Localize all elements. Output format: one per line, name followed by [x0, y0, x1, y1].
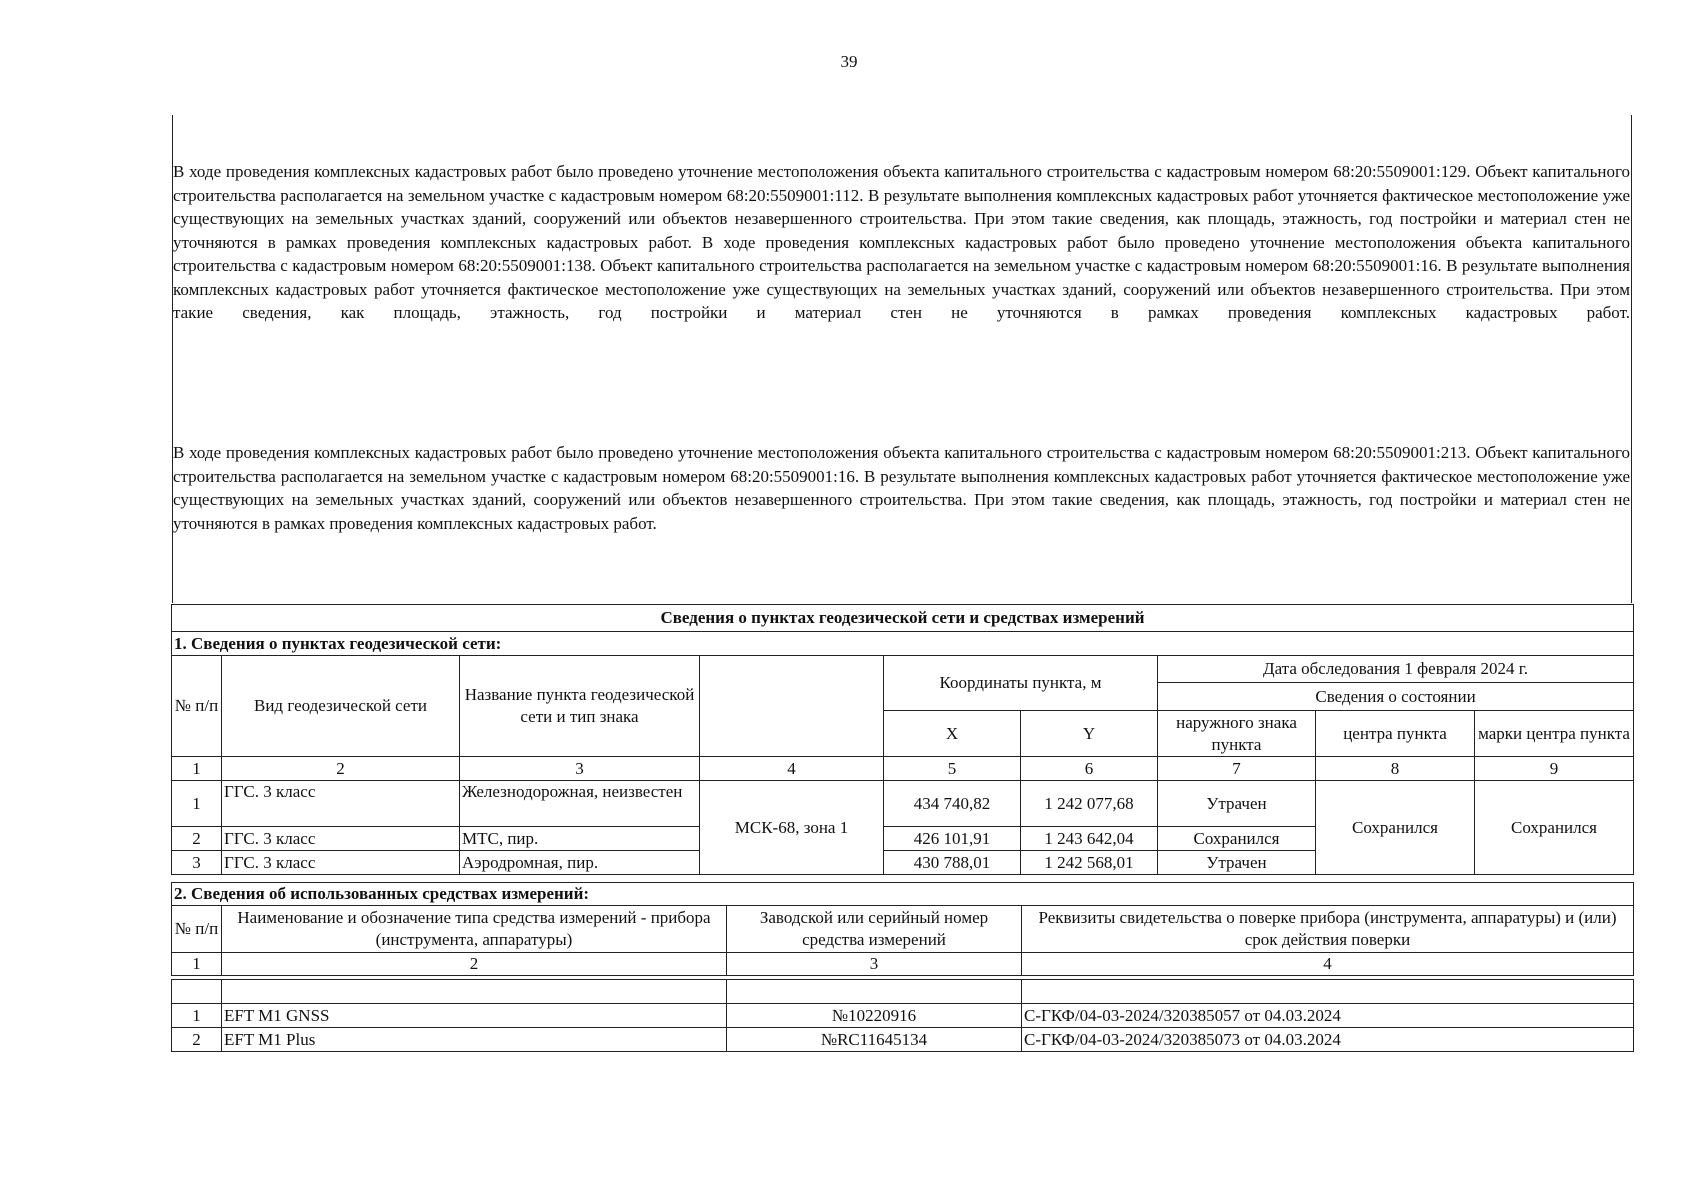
table-row	[172, 781, 1634, 827]
header-outer-sign: наружного знака пункта	[1158, 711, 1316, 757]
col-number: 9	[1475, 757, 1634, 781]
header-point-name: Название пункта геодезической сети и тип знака	[460, 656, 700, 757]
coord-system-cell: МСК-68, зона 1	[700, 781, 884, 875]
header-condition: Сведения о состоянии	[1158, 683, 1634, 711]
header-serial-number: Заводской или серийный номер средства измерений	[727, 906, 1022, 953]
row-outer-sign: Сохранился	[1158, 827, 1316, 851]
header-num: № п/п	[172, 656, 222, 757]
header-x: X	[884, 711, 1021, 757]
row-y: 1 243 642,04	[1021, 827, 1158, 851]
row-num: 1	[172, 781, 222, 827]
row-point-name: Аэродромная, пир.	[460, 851, 700, 875]
empty-cell	[172, 980, 222, 1004]
row-outer-sign: Утрачен	[1158, 781, 1316, 827]
section-2-heading: 2. Сведения об использованных средствах измерений:	[172, 883, 1634, 906]
page-number: 39	[840, 52, 858, 71]
row-x: 426 101,91	[884, 827, 1021, 851]
row-network-type: ГГС. 3 класс	[222, 827, 460, 851]
col-number: 7	[1158, 757, 1316, 781]
header-coord-system	[700, 656, 884, 757]
geodetic-table-title: Сведения о пунктах геодезической сети и средствах измерений	[172, 605, 1634, 632]
col-number: 6	[1021, 757, 1158, 781]
center-state-cell: Сохранился	[1316, 781, 1475, 875]
header-coords: Координаты пункта, м	[884, 656, 1158, 711]
col-number: 2	[222, 757, 460, 781]
row-y: 1 242 077,68	[1021, 781, 1158, 827]
instruments-table	[171, 882, 1634, 1052]
row-num: 2	[172, 827, 222, 851]
header-survey-date: Дата обследования 1 февраля 2024 г.	[1158, 656, 1634, 683]
header-network-type: Вид геодезической сети	[222, 656, 460, 757]
col-number: 5	[884, 757, 1021, 781]
header-y: Y	[1021, 711, 1158, 757]
row-instrument-name: EFT M1 Plus	[222, 1028, 727, 1052]
row-certificate: С-ГКФ/04-03-2024/320385057 от 04.03.2024	[1022, 1004, 1634, 1028]
row-point-name: Железнодорожная, неизвестен	[460, 781, 700, 827]
col-number: 8	[1316, 757, 1475, 781]
header-instrument-name: Наименование и обозначение типа средства измерений - прибора (инструмента, аппаратуры)	[222, 906, 727, 953]
row-network-type: ГГС. 3 класс	[222, 781, 460, 827]
header-center-mark: марки центра пункта	[1475, 711, 1634, 757]
table-row	[172, 1028, 1634, 1052]
header-center: центра пункта	[1316, 711, 1475, 757]
row-point-name: МТС, пир.	[460, 827, 700, 851]
row-x: 430 788,01	[884, 851, 1021, 875]
col-number: 4	[1022, 953, 1634, 976]
empty-cell	[727, 980, 1022, 1004]
empty-cell	[222, 980, 727, 1004]
row-serial-number: №10220916	[727, 1004, 1022, 1028]
col-number: 4	[700, 757, 884, 781]
col-number: 1	[172, 953, 222, 976]
table-row	[172, 1004, 1634, 1028]
col-number: 3	[727, 953, 1022, 976]
empty-cell	[1022, 980, 1634, 1004]
paragraph-object-213: В ходе проведения комплексных кадастровых работ было проведено уточнение местоположения объекта капитального строительства с кадастровым номером 68:20:5509001:213. Объект капитального строительства располагается на земельном участке с кадастровым номером 68:20:5509001:16. В результате выполнения комплексных кадастровых работ уточняется фактическое местоположение уже существующих на земельных участках зданий, сооружений или объектов незавершенного строительства. При этом такие сведения, как площадь, этажность, год постройки и материал стен не уточняются в рамках проведения комплексных кадастровых работ.	[173, 443, 1630, 533]
mark-state-cell: Сохранился	[1475, 781, 1634, 875]
row-serial-number: №RC11645134	[727, 1028, 1022, 1052]
col-number: 2	[222, 953, 727, 976]
section-1-heading: 1. Сведения о пунктах геодезической сети:	[172, 632, 1634, 656]
row-x: 434 740,82	[884, 781, 1021, 827]
row-y: 1 242 568,01	[1021, 851, 1158, 875]
header-certificate: Реквизиты свидетельства о поверке прибора (инструмента, аппаратуры) и (или) срок действия поверки	[1022, 906, 1634, 953]
header-num: № п/п	[172, 906, 222, 953]
col-number: 1	[172, 757, 222, 781]
row-network-type: ГГС. 3 класс	[222, 851, 460, 875]
row-outer-sign: Утрачен	[1158, 851, 1316, 875]
row-num: 2	[172, 1028, 222, 1052]
row-certificate: С-ГКФ/04-03-2024/320385073 от 04.03.2024	[1022, 1028, 1634, 1052]
row-num: 1	[172, 1004, 222, 1028]
paragraph-objects-129-138: В ходе проведения комплексных кадастровых работ было проведено уточнение местоположения объекта капитального строительства с кадастровым номером 68:20:5509001:129. Объект капитального строительства располагается на земельном участке с кадастровым номером 68:20:5509001:112. В результате выполнения комплексных кадастровых работ уточняется фактическое местоположение уже существующих на земельных участках зданий, сооружений или объектов незавершенного строительства. При этом такие сведения, как площадь, этажность, год постройки и материал стен не уточняются в рамках проведения комплексных кадастровых работ. В ходе проведения комплексных кадастровых работ было проведено уточнение местоположения объекта капитального строительства с кадастровым номером 68:20:5509001:138. Объект капитального строительства располагается на земельном участке с кадастровым номером 68:20:5509001:16. В результате выполнения комплексных кадастровых работ уточняется фактическое местоположение уже существующих на земельных участках зданий, сооружений или объектов незавершенного строительства. При этом такие сведения, как площадь, этажность, год постройки и материал стен не уточняются в рамках проведения комплексных кадастровых работ.	[173, 162, 1630, 322]
row-instrument-name: EFT M1 GNSS	[222, 1004, 727, 1028]
geodetic-network-table	[171, 604, 1634, 875]
col-number: 3	[460, 757, 700, 781]
row-num: 3	[172, 851, 222, 875]
